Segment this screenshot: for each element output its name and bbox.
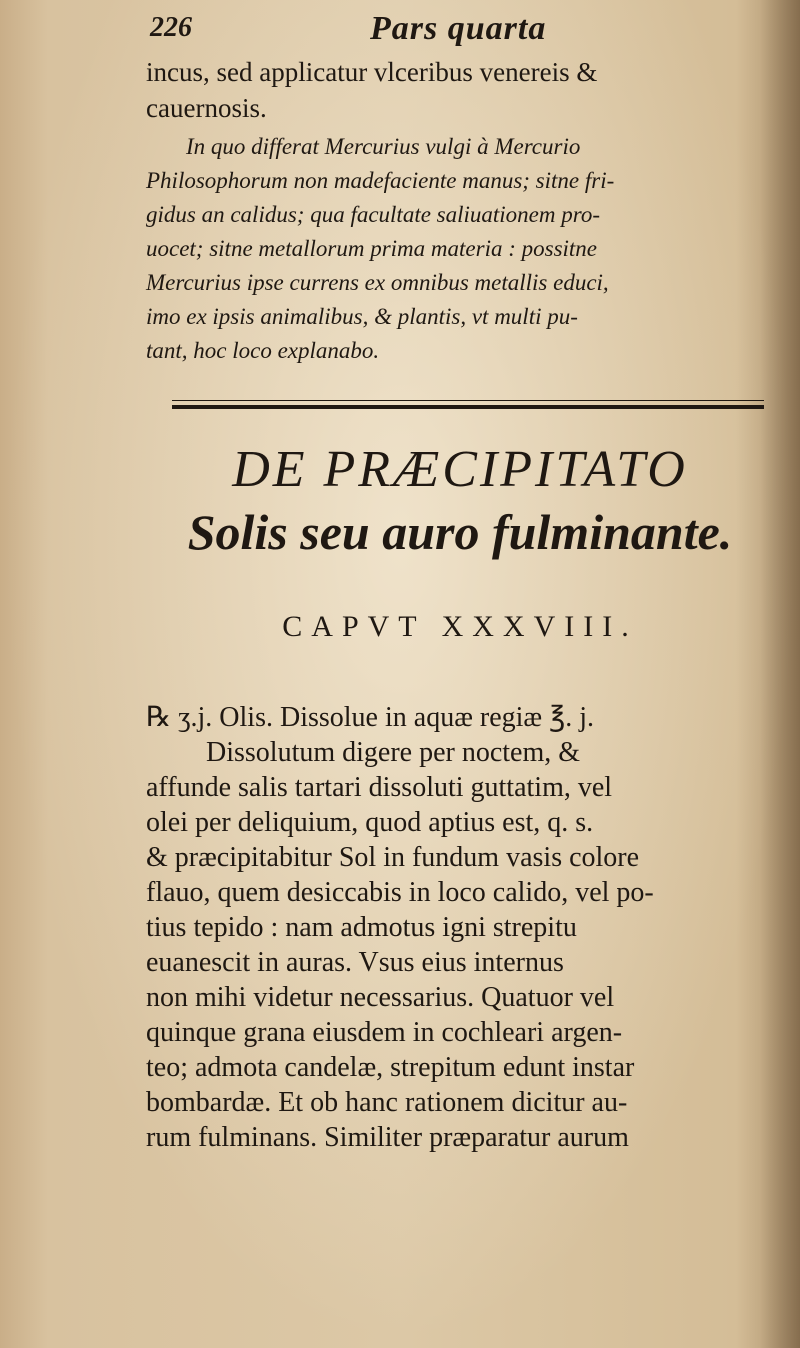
text-line: uocet; sitne metallorum prima materia : possitne <box>146 236 598 261</box>
text-line: quinque grana eiusdem in cochleari argen- <box>146 1017 623 1048</box>
text-line: euanescit in auras. Vsus eius internus <box>146 947 564 978</box>
text-line: Dissolutum digere per noctem, & <box>206 737 581 768</box>
text-line: tius tepido : nam admotus igni strepitu <box>146 912 577 943</box>
section-subtitle: Solis seu auro fulminante. <box>187 504 733 560</box>
text-line: bombardæ. Et ob hanc rationem dicitur au- <box>146 1087 628 1118</box>
body-paragraph <box>146 700 766 1155</box>
page-header <box>150 8 650 58</box>
text-line: affunde salis tartari dissoluti guttatim, vel <box>146 772 613 803</box>
chapter-heading: CAPVT XXXVIII. <box>282 610 638 643</box>
text-line: incus, sed applicatur vlceribus venereis & <box>146 57 598 87</box>
text-line: cauernosis. <box>146 93 267 123</box>
divider-rule <box>172 405 764 409</box>
italic-paragraph <box>146 130 766 368</box>
page-number: 226 <box>150 12 192 43</box>
text-line: flauo, quem desiccabis in loco calido, vel po- <box>146 877 654 908</box>
text-line: Philosophorum non madefaciente manus; sitne fri- <box>146 168 615 193</box>
text-line: rum fulminans. Similiter præparatur aurum <box>146 1122 629 1153</box>
text-line: olei per deliquium, quod aptius est, q. s. <box>146 807 594 838</box>
text-line: Mercurius ipse currens ex omnibus metallis educi, <box>146 270 609 295</box>
section-title: DE PRÆCIPITATO <box>232 441 688 498</box>
text-line: non mihi videtur necessarius. Quatuor vel <box>146 982 615 1013</box>
text-line: imo ex ipsis animalibus, & plantis, vt multi pu- <box>146 304 578 329</box>
text-line: & præcipitabitur Sol in fundum vasis colore <box>146 842 640 873</box>
text-line: teo; admota candelæ, strepitum edunt instar <box>146 1052 635 1083</box>
opening-lines <box>146 54 766 126</box>
divider-rule-thin <box>172 400 764 401</box>
text-line: gidus an calidus; qua facultate saliuationem pro- <box>146 202 601 227</box>
page-edge-shadow <box>760 0 800 1348</box>
text-line: In quo differat Mercurius vulgi à Mercurio <box>186 134 581 159</box>
text-line: ℞ ʒ.j. Olis. Dissolue in aquæ regiæ ℥. j. <box>146 702 595 733</box>
text-line: tant, hoc loco explanabo. <box>146 338 380 363</box>
running-title: Pars quarta <box>370 10 547 47</box>
